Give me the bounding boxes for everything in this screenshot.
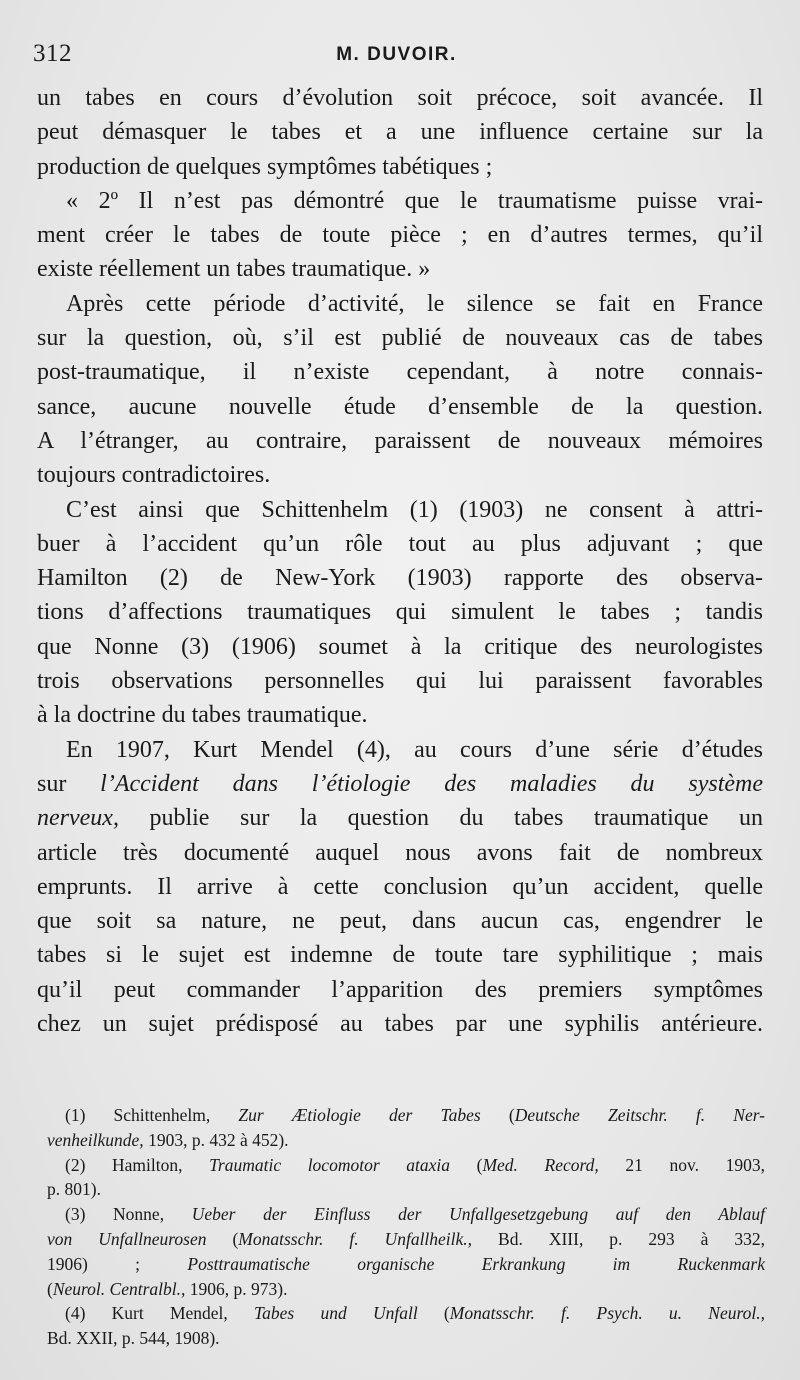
text-line: un tabes en cours d’évolution soit précoce, soit avancée. Il (37, 85, 763, 111)
footnote-2-cont: p. 801). (47, 1179, 101, 1200)
footnote-text: 21 nov. 1903, (598, 1154, 766, 1175)
footnote-text: ( (47, 1278, 53, 1299)
footnote-3-cont (47, 1252, 765, 1277)
footnote-journal: Monatsschr. f. Unfallheilk., (238, 1228, 473, 1249)
text-line: à la doctrine du tabes traumatique. (37, 702, 368, 729)
footnote-text: (2) Hamilton, (65, 1154, 210, 1175)
footnote-journal: Monatsschr. f. Psych. u. Neurol., (449, 1303, 765, 1324)
footnote-journal: venheilkunde, (47, 1129, 144, 1150)
text-line: tions d’affections traumatiques qui simulent le tabes ; tandis (37, 599, 763, 626)
text-line: emprunts. Il arrive à cette conclusion qu’un accident, quelle (37, 873, 763, 900)
text-line: toujours contradictoires. (37, 462, 271, 489)
footnote-journal: Neurol. Centralbl., (52, 1278, 186, 1299)
footnote-text: ( (417, 1303, 450, 1324)
text-line (37, 767, 763, 801)
text-line: peut démasquer le tabes et a une influence certaine sur la (37, 119, 763, 146)
footnote-title: Tabes und Unfall (254, 1303, 418, 1324)
footnote-journal: Deutsche Zeitschr. f. Ner- (514, 1105, 766, 1125)
text-line: C’est ainsi que Schittenhelm (1) (1903) ne consent à attri- (66, 496, 763, 523)
text-line: chez un sujet prédisposé au tabes par une syphilis antérieure. (37, 1011, 763, 1038)
footnote-text: (4) Kurt Mendel, (65, 1303, 255, 1324)
footnote-3-cont (47, 1227, 765, 1252)
text-line: Après cette période d’activité, le silence se fait en France (66, 290, 763, 317)
footnote-title: Ueber der Einfluss der Unfallgesetzgebung auf den Ablauf (191, 1204, 766, 1225)
footnote-title: von Unfallneurosen (47, 1228, 207, 1249)
text-line: A l’étranger, au contraire, paraissent de nouveaux mémoires (37, 427, 763, 454)
running-head: M. DUVOIR. (336, 44, 457, 65)
text-line: sance, aucune nouvelle étude d’ensemble de la question. (37, 393, 763, 420)
footnote-title: Posttraumatische organische Erkrankung im Ruckenmark (187, 1253, 765, 1274)
text-line: sur la question, où, s’il est publié de nouveaux cas de tabes (37, 325, 763, 352)
italic-title: l’Accident dans l’étiologie des maladies du système (100, 770, 763, 797)
footnote-3-cont (47, 1277, 765, 1302)
footnote-text: Bd. XIII, p. 293 à 332, (472, 1228, 766, 1249)
page-header (33, 38, 760, 70)
footnote-journal: Med. Record, (482, 1154, 599, 1175)
text-line: article très documenté auquel nous avons fait de nombreux (37, 839, 763, 866)
footnote-text: (1) Schittenhelm, (65, 1105, 239, 1125)
text-line (37, 801, 763, 835)
text-line: que Nonne (3) (1906) soumet à la critique des neurologistes (37, 633, 763, 660)
footnote-text: 1906, p. 973). (185, 1278, 288, 1299)
text-line: qu’il peut commander l’apparition des premiers symptômes (37, 976, 763, 1003)
text-fragment: sur (37, 770, 67, 797)
footnote-4 (47, 1301, 765, 1326)
footnote-2 (47, 1153, 765, 1178)
page-number: 312 (33, 40, 72, 67)
text-line: tabes si le sujet est indemne de toute tare syphilitique ; mais (37, 942, 763, 969)
footnotes (47, 1103, 765, 1351)
footnote-text: 1903, p. 432 à 452). (143, 1129, 289, 1150)
footnote-text: ( (480, 1105, 515, 1125)
body-text (37, 81, 763, 1041)
text-line: post-traumatique, il n’existe cependant, à notre connais- (37, 359, 763, 386)
footnote-1-cont (47, 1128, 765, 1153)
footnote-title: Traumatic locomotor ataxia (209, 1154, 450, 1175)
text-line: ment créer le tabes de toute pièce ; en d’autres termes, qu’il (37, 222, 763, 249)
text-line: buer à l’accident qu’un rôle tout au plus adjuvant ; que (37, 530, 763, 557)
text-line: « 2º Il n’est pas démontré que le traumatisme puisse vrai- (66, 187, 763, 214)
text-fragment: publie sur la question du tabes traumatique un (118, 805, 763, 832)
footnote-text: 1906) ; (47, 1253, 188, 1274)
text-line: trois observations personnelles qui lui paraissent favorables (37, 668, 763, 695)
footnote-3 (47, 1202, 765, 1227)
italic-title: nerveux, (37, 805, 119, 832)
text-line: que soit sa nature, ne peut, dans aucun cas, engendrer le (37, 908, 763, 935)
text-line: Hamilton (2) de New-York (1903) rapporte des observa- (37, 565, 763, 592)
footnote-text: (3) Nonne, (65, 1204, 192, 1225)
text-line: production de quelques symptômes tabétiques ; (37, 153, 493, 180)
footnote-1 (47, 1103, 765, 1128)
text-line: existe réellement un tabes traumatique. » (37, 256, 431, 283)
footnote-text: ( (206, 1228, 239, 1249)
text-line: En 1907, Kurt Mendel (4), au cours d’une série d’études (66, 736, 763, 763)
footnote-4-cont: Bd. XXII, p. 544, 1908). (47, 1328, 220, 1349)
footnote-title: Zur Ætiologie der Tabes (238, 1105, 481, 1125)
footnote-text: ( (450, 1154, 483, 1175)
